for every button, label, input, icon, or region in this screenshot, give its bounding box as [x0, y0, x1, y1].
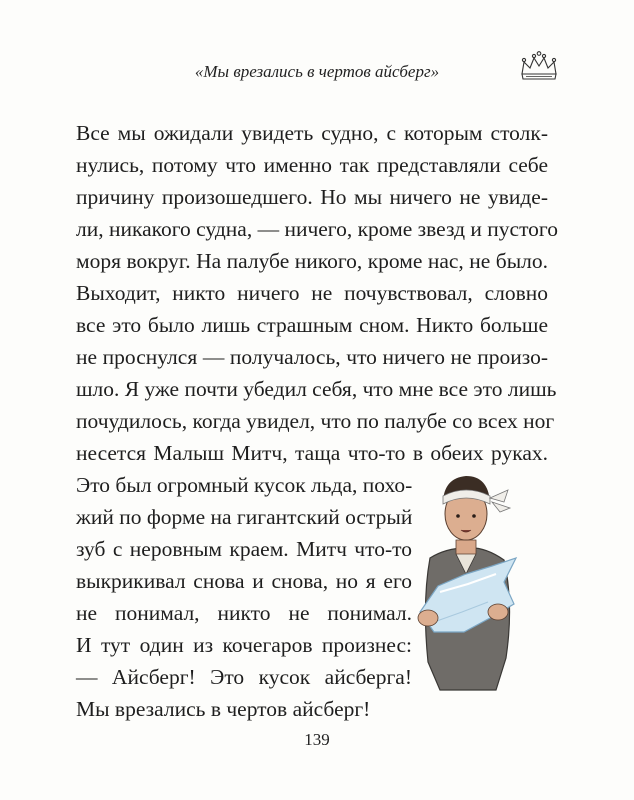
crown-icon — [518, 50, 560, 82]
text-line: не понимал, никто не понимал. — [76, 601, 412, 625]
text-line: — Айсберг! Это кусок айсберга! — [76, 665, 412, 689]
text-line: И тут один из кочегаров произнес: — [76, 633, 412, 657]
text-line: почудилось, когда увидел, что по палубе со всех ног — [76, 409, 555, 433]
boy-with-ice-illustration — [410, 462, 518, 694]
text-line: не проснулся — получалось, что ничего не произо- — [76, 345, 548, 369]
text-line: Это был огромный кусок льда, похо- — [76, 473, 413, 497]
running-title: «Мы врезались в чертов айсберг» — [194, 62, 440, 81]
text-line: Мы врезались в чертов айсберг! — [76, 697, 371, 721]
text-line: несется Малыш Митч, таща что-то в обеих руках. — [76, 441, 548, 465]
text-line: Все мы ожидали увидеть судно, с которым столк- — [76, 121, 548, 145]
text-line: зуб с неровным краем. Митч что-то — [76, 537, 412, 561]
page-number: 139 — [304, 730, 330, 749]
text-line: ли, никакого судна, — ничего, кроме звезд и пустого — [76, 217, 558, 241]
text-line: Выходит, никто ничего не почувствовал, словно — [76, 281, 548, 305]
text-line: нулись, потому что именно так представляли себе — [76, 153, 548, 177]
text-line: жий по форме на гигантский острый — [76, 505, 413, 529]
text-line: выкрикивал снова и снова, но я его — [76, 569, 412, 593]
text-line: моря вокруг. На палубе никого, кроме нас, не было. — [76, 249, 548, 273]
text-line: шло. Я уже почти убедил себя, что мне все это лишь — [76, 377, 557, 401]
text-line: все это было лишь страшным сном. Никто больше — [76, 313, 548, 337]
text-line: причину произошедшего. Но мы ничего не увиде- — [76, 185, 548, 209]
